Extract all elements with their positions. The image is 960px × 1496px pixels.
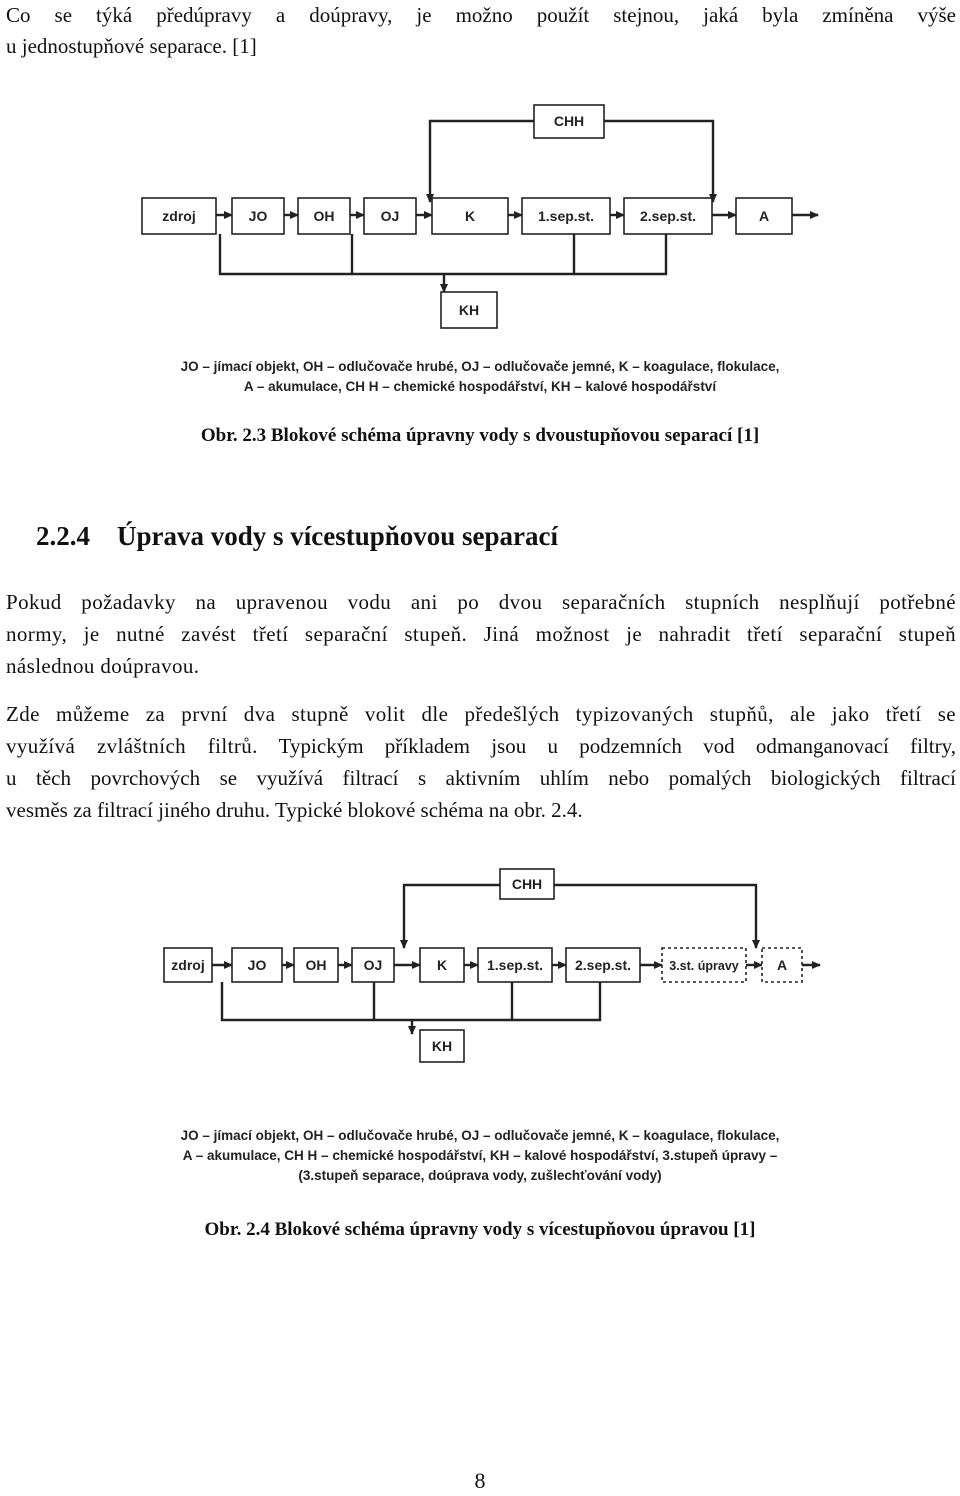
box-zdroj bbox=[142, 198, 216, 234]
box-kh bbox=[441, 292, 497, 328]
p1-line-3: následnou doúpravou. bbox=[6, 654, 200, 678]
box-jo bbox=[232, 948, 282, 982]
figure1-legend-line-1: JO – jímací objekt, OH – odlučovače hrubé, OJ – odlučovače jemné, K – koagulace, flokulace, bbox=[180, 359, 780, 374]
p2-line-1: Zde můžeme za první dva stupně volit dle předešlých typizovaných stupňů, ale jako třetí se bbox=[6, 702, 956, 726]
svg-text:JO: JO bbox=[248, 208, 268, 224]
svg-text:1.sep.st.: 1.sep.st. bbox=[486, 957, 544, 973]
p2-line-2-start: využívá zvláštních filtrů. bbox=[6, 734, 258, 758]
box-chh bbox=[500, 869, 554, 899]
svg-text:zdroj: zdroj bbox=[162, 208, 196, 224]
box-jo bbox=[232, 198, 284, 234]
chh-connectors bbox=[404, 885, 756, 948]
box-oh bbox=[298, 198, 350, 234]
p1-line-1: Pokud požadavky na upravenou vodu ani po dvou separačních stupních nesplňují potřebné bbox=[6, 590, 956, 614]
svg-text:2.sep.st.: 2.sep.st. bbox=[574, 957, 632, 973]
box-kh-label: KH bbox=[431, 1038, 453, 1054]
intro-line-2: u jednostupňové separace. [1] bbox=[6, 34, 257, 58]
box-oj bbox=[364, 198, 416, 234]
box-1-sep-st bbox=[522, 198, 610, 234]
svg-text:1.sep.st.: 1.sep.st. bbox=[537, 208, 595, 224]
svg-text:A: A bbox=[758, 208, 770, 224]
kh-connectors bbox=[222, 982, 600, 1034]
box-1-sep-st bbox=[478, 948, 552, 982]
box-oh bbox=[294, 948, 338, 982]
box-oj bbox=[352, 948, 394, 982]
box-2-sep-st bbox=[624, 198, 712, 234]
box-chh-label: CHH bbox=[511, 876, 543, 892]
box-3-st-upravy bbox=[662, 948, 746, 982]
intro-line-1: Co se týká předúpravy a doúpravy, je možno použít stejnou, jaká byla zmíněna výše bbox=[6, 3, 956, 27]
svg-text:K: K bbox=[464, 208, 476, 224]
svg-text:OH: OH bbox=[313, 208, 335, 224]
figure2-legend-line-2: A – akumulace, CH H – chemické hospodářství, KH – kalové hospodářství, 3.stupeň úpravy – bbox=[182, 1148, 778, 1163]
box-k bbox=[420, 948, 464, 982]
box-2-sep-st bbox=[566, 948, 640, 982]
svg-text:2.sep.st.: 2.sep.st. bbox=[639, 208, 697, 224]
svg-text:A: A bbox=[776, 957, 788, 973]
svg-text:zdroj: zdroj bbox=[171, 957, 205, 973]
p2-line-2 bbox=[6, 731, 956, 762]
page-number: 8 bbox=[474, 1468, 486, 1493]
p1-line-2: normy, je nutné zavést třetí separační stupeň. Jiná možnost je nahradit třetí separační stupeň bbox=[6, 622, 956, 646]
box-k bbox=[432, 198, 508, 234]
box-chh-label: CHH bbox=[553, 113, 585, 129]
svg-text:OH: OH bbox=[305, 957, 327, 973]
svg-text:OJ: OJ bbox=[363, 957, 383, 973]
box-a bbox=[736, 198, 792, 234]
box-kh-label: KH bbox=[458, 302, 480, 318]
p2-line-4: vesměs za filtrací jiného druhu. Typické blokové schéma na obr. 2.4. bbox=[6, 798, 583, 822]
p2-line-2-end: Typickým příkladem jsou u podzemních vod odmanganovací filtry, bbox=[257, 734, 956, 758]
figure2-legend-line-3: (3.stupeň separace, doúprava vody, zušlechťování vody) bbox=[298, 1168, 662, 1183]
block-diagram-multi-stage bbox=[0, 860, 960, 1100]
figure2-caption: Obr. 2.4 Blokové schéma úpravny vody s vícestupňovou úpravou [1] bbox=[204, 1219, 756, 1240]
svg-text:OJ: OJ bbox=[380, 208, 400, 224]
section-heading: 2.2.4 Úprava vody s vícestupňovou separací bbox=[36, 521, 559, 551]
box-chh bbox=[534, 105, 604, 138]
box-kh bbox=[420, 1030, 464, 1062]
p2-line-3: u těch povrchových se využívá filtrací s aktivním uhlím nebo pomalých biologických filtrací bbox=[6, 766, 956, 790]
svg-text:JO: JO bbox=[247, 957, 267, 973]
svg-text:3.st. úpravy: 3.st. úpravy bbox=[669, 959, 739, 973]
kh-connectors bbox=[220, 234, 666, 292]
box-a bbox=[762, 948, 802, 982]
figure2-legend-line-1: JO – jímací objekt, OH – odlučovače hrubé, OJ – odlučovače jemné, K – koagulace, flokulace, bbox=[180, 1128, 780, 1143]
figure1-legend-line-2: A – akumulace, CH H – chemické hospodářství, KH – kalové hospodářství bbox=[243, 379, 717, 394]
box-zdroj bbox=[164, 948, 212, 982]
figure1-caption: Obr. 2.3 Blokové schéma úpravny vody s dvoustupňovou separací [1] bbox=[200, 425, 760, 446]
svg-text:K: K bbox=[436, 957, 448, 973]
